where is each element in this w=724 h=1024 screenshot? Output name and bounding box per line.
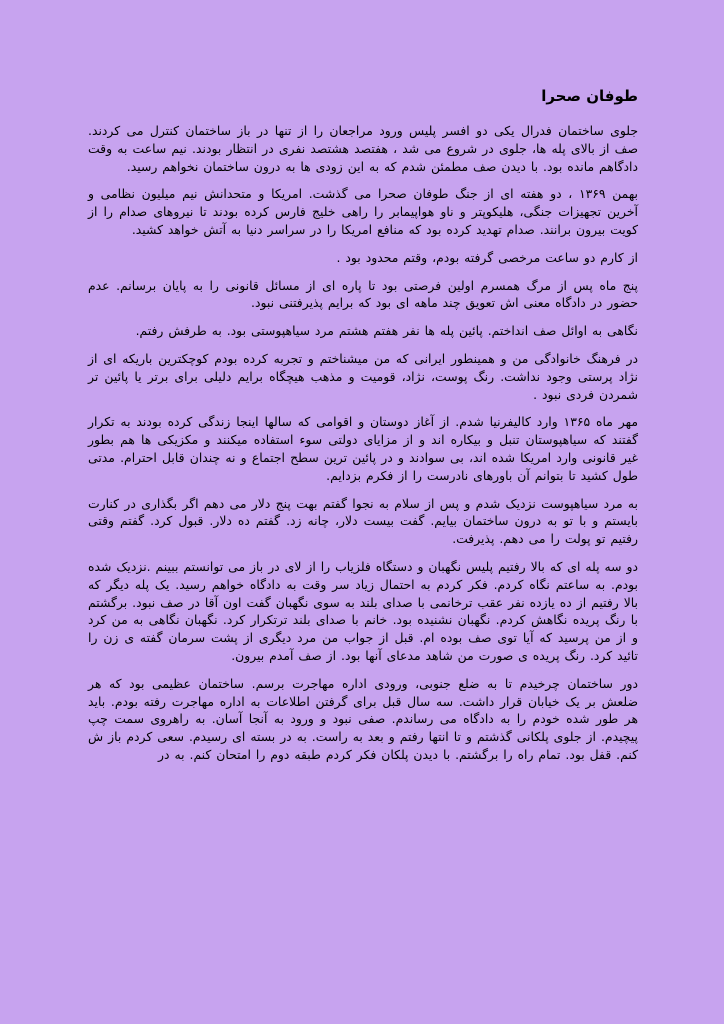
- paragraph-3: از کارم دو ساعت مرخصی گرفته بودم، وقتم محدود بود .: [336, 249, 638, 265]
- paragraph-7: مهر ماه ۱۳۶۵ وارد کالیفرنیا شدم. از آغاز دوستان و اقوامی که سالها اینجا زندگی کرده بودند به تکرار گفتند که سیاهپوستان تنبل و بیکاره اند و از مزایای دولتی سوء استفاده میکنند و مکزیکی ها هم بطور غیر قانونی وارد امریکا شده اند، بی سوادند و در پائین ترین سطح اجتماع و نه چندان قابل احترام. مدتی طول کشید تا بتوانم آن باورهای نادرست را از فکرم بزدایم.: [88, 414, 638, 483]
- document-body: [88, 86, 638, 764]
- document-title: طوفان صحرا: [541, 87, 638, 105]
- paragraph-8: به مرد سیاهپوست نزدیک شدم و پس از سلام به نجوا گفتم بهت پنج دلار می دهم اگر بگذاری در کنارت بایستم و با تو به درون ساختمان بیایم. گفت بیست دلار، چانه زد. گفتم ده دلار. قبول کرد. گفتم وقتی رفتیم تو پولت را می دهم. پذیرفت.: [88, 495, 638, 547]
- paragraph-9: دو سه پله ای که بالا رفتیم پلیس نگهبان و دستگاه فلزیاب را از لای در باز می توانستم ببینم .نزدیک شده بودم. به ساعتم نگاه کردم. فکر کردم به احتمال زیاد سر وقت به دادگاه خواهم رسید. یک پله دیگر که بالا رفتیم از ده یازده نفر عقب ترخانمی با صدای بلند به سوی نگهبان گفت اون آقا در صف نبود. برگشتم با رنگ پریده نگاهش کردم. نگهبان نشنیده بود. خانم با صدای بلند ترتکرار کرد. نگهبان نگاهی به من کرد و از من پرسید که آیا توی صف بوده ام. قبل از جواب من مرد دیگری از پشت سرمان گفته ی زن را تائید کرد. رنگ پریده ی صورت من شاهد مدعای آنها بود. از صف آمدم بیرون.: [88, 558, 638, 663]
- paragraph-2: بهمن ۱۳۶۹ ، دو هفته ای از جنگ طوفان صحرا می گذشت. امریکا و متحدانش نیم میلیون نظامی و آخرین تجهیزات جنگی، هلیکوپتر و ناو هواپیمابر را راهی خلیج فارس کرده بودند تا نیروهای صدام را از کویت بیرون برانند. صدام تهدید کرده بود که منافع امریکا را در سراسر دنیا به آتش خواهد کشید.: [88, 186, 638, 237]
- paragraph-6: در فرهنگ خانوادگی من و همینطور ایرانی که من میشناختم و تجربه کرده بودم کوچکترین باریکه ای از نژاد پرستی وجود نداشت. رنگ پوست، نژاد، قومیت و مذهب هیچگاه برایم دلیلی برای برتر یا پائین تر شمردن فردی نبود .: [88, 350, 638, 402]
- paragraph-4: پنج ماه پس از مرگ همسرم اولین فرصتی بود تا پاره ای از مسائل قانونی را به پایان برسانم. عدم حضور در دادگاه معنی اش تعویق چند ماهه ای بود که برایم پذیرفتنی نبود.: [88, 277, 638, 311]
- paragraph-5: نگاهی به اوائل صف انداختم. پائین پله ها نفر هفتم هشتم مرد سیاهپوستی بود. به طرفش رفتم.: [135, 323, 638, 339]
- paragraph-1: جلوی ساختمان فدرال یکی دو افسر پلیس ورود مراجعان را از تنها در باز ساختمان کنترل می کردند. صف از بالای پله ها، جلوی در شروع می شد ، هفتصد هشتصد نفری در انتظار بودند. نیم ساعت به وقت دادگاهم مانده بود. با دیدن صف مطمئن شدم که به این زودی ها به درون ساختمان نخواهم رسید.: [88, 123, 638, 174]
- paragraph-10: دور ساختمان چرخیدم تا به ضلع جنوبی، ورودی اداره مهاجرت برسم. ساختمان عظیمی بود که هر ضلعش بر یک خیابان قرار داشت. سه سال قبل برای گرفتن اطلاعات به اداره مهاجرت رفته بودم. باید هر طور شده خودم را به دادگاه می رساندم. صفی نبود و ورود به آنجا آسان. به راهروی سمت چپ پیچیدم. از جلوی پلکانی گذشتم و تا انتها رفتم و بعد به راست. به در بسته ای رسیدم. سعی کردم باز ش کنم. قفل بود. تمام راه را برگشتم. با دیدن پلکان فکر کردم طبقه دوم را امتحان کنم. به در: [88, 675, 638, 762]
